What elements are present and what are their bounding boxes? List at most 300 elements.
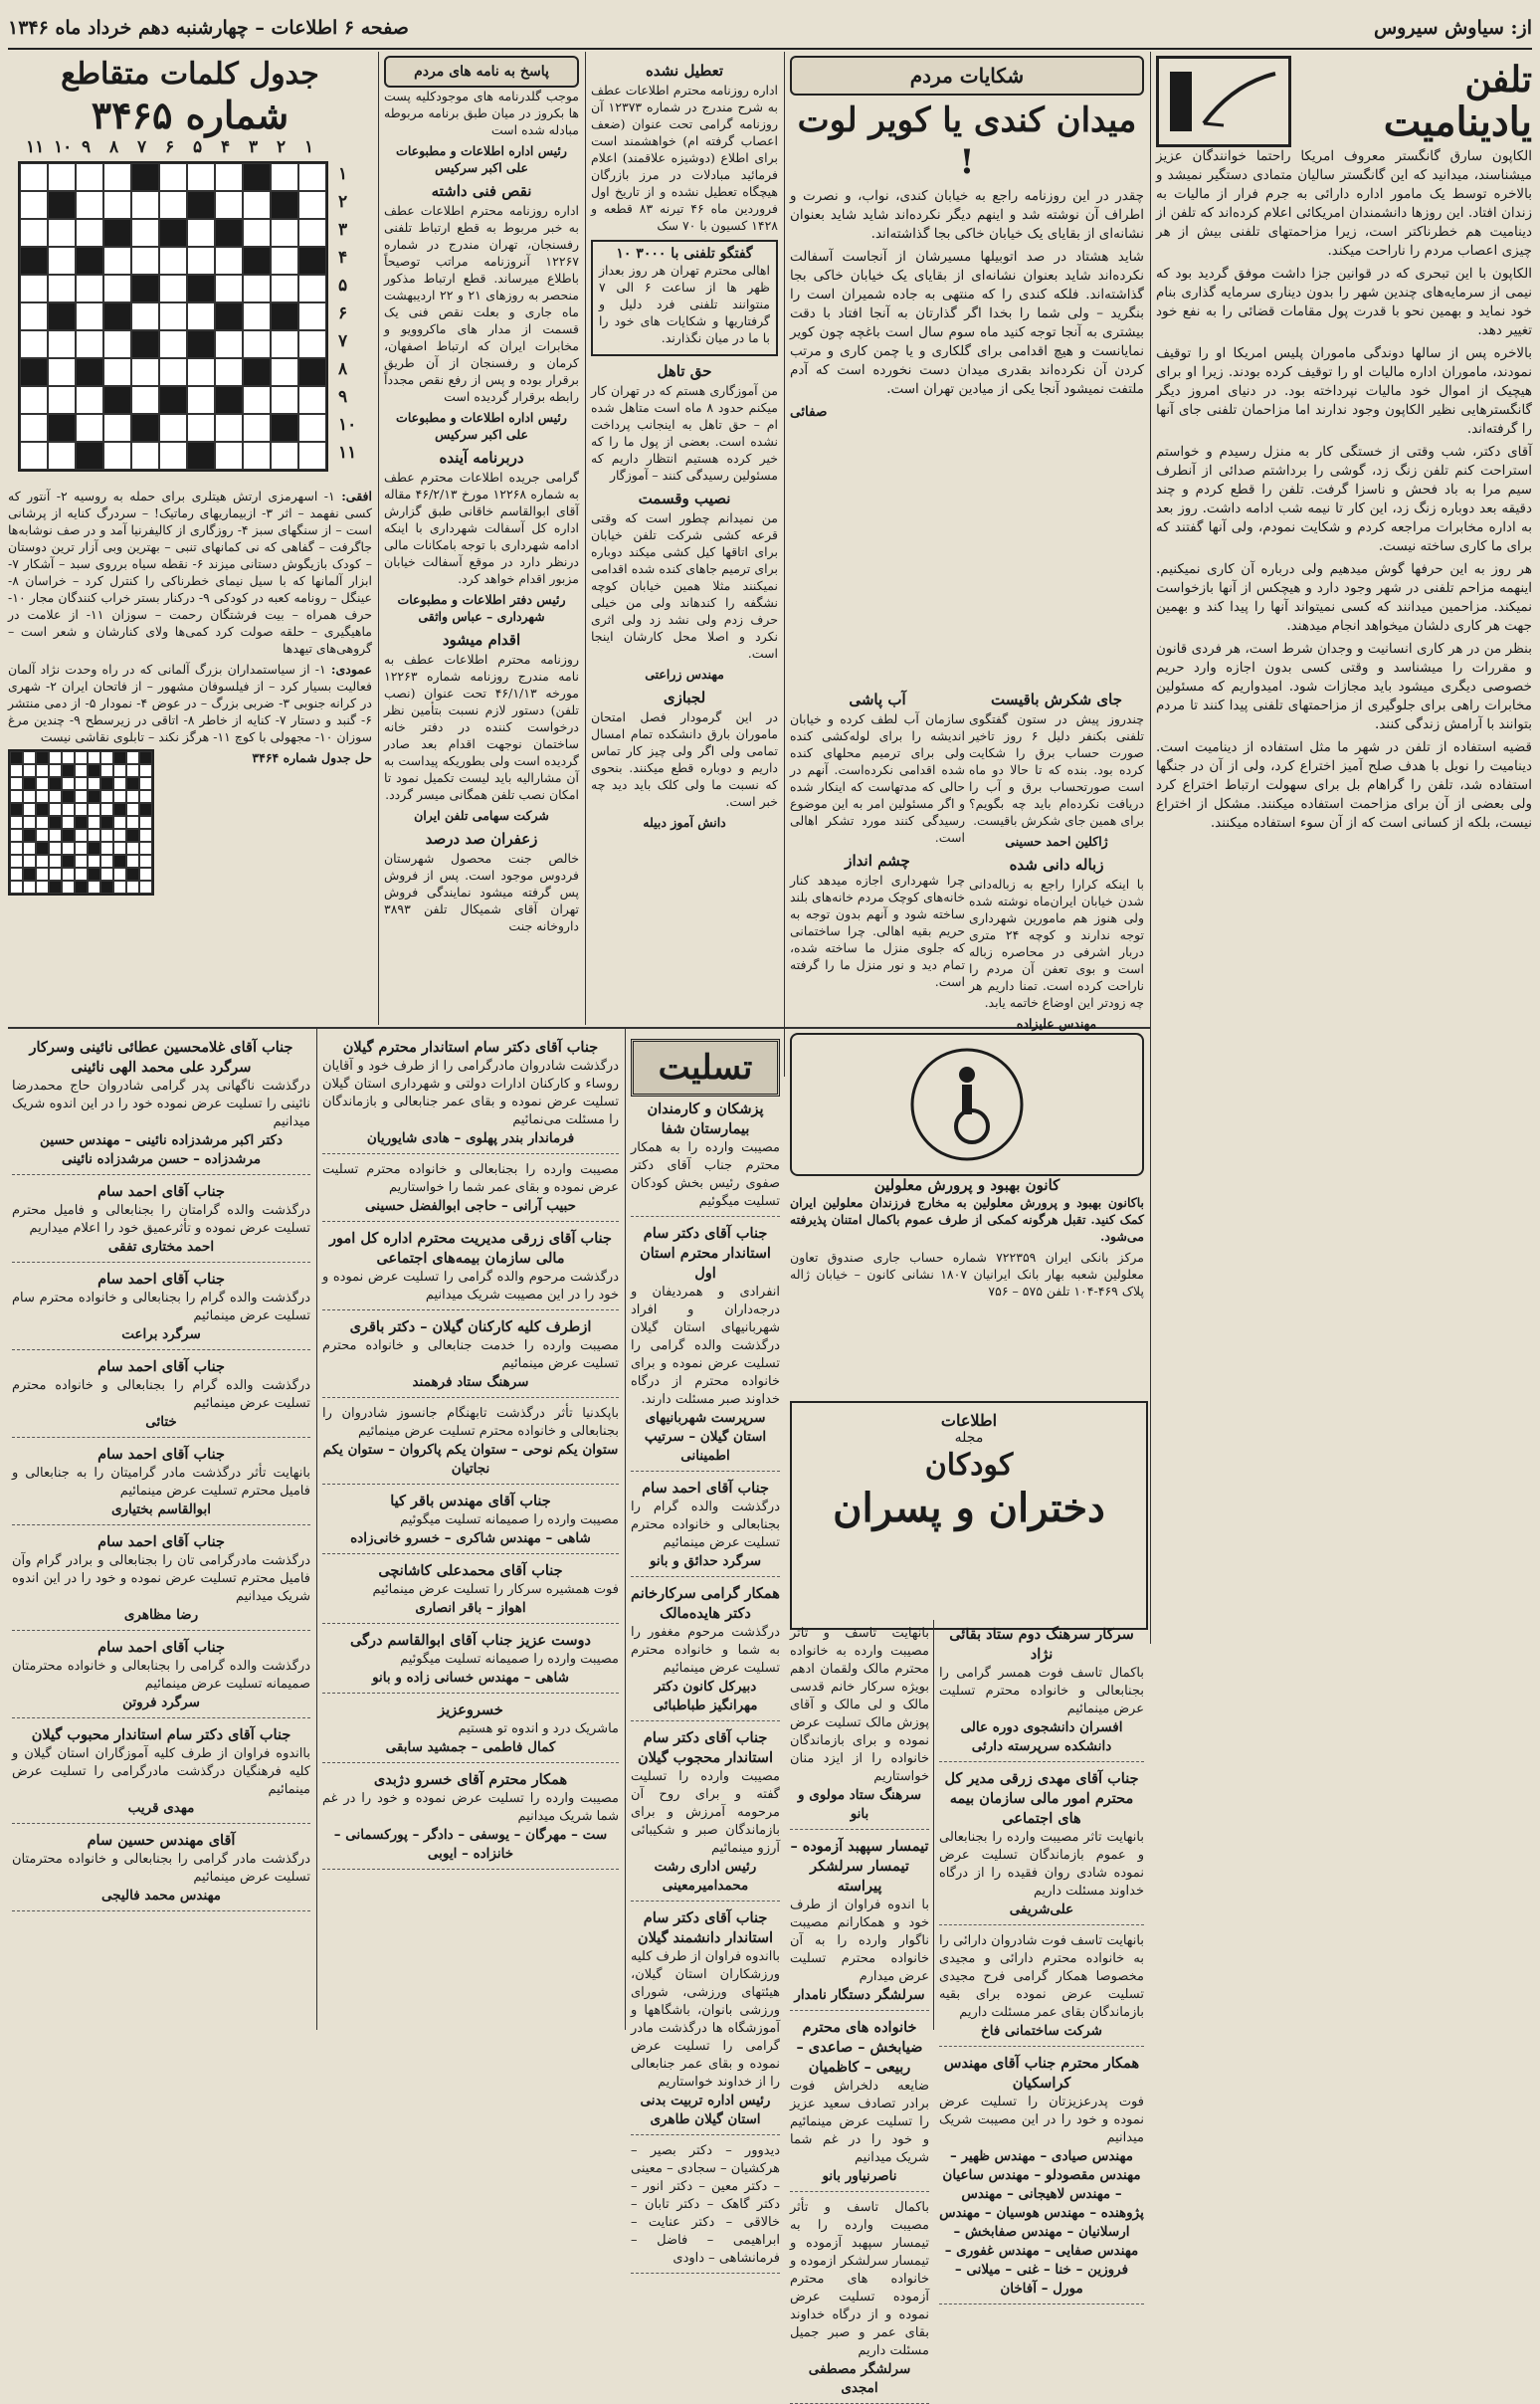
crossword-cell[interactable] — [103, 330, 131, 358]
para: اداره روزنامه محترم اطلاعات عطف به شرح مندرج در شماره ۱۲۳۷۳ آن روزنامه گرامی تحت عنوان (ضعف اعصاب گرفته ام) خواهشمند است برای اطلاع (دوشیزه علاقمند) اعلام فرمائید مبادلات در مرز بازرگان هیچگاه تعطیل نشده و از تاریخ اول فروردین ماه ۴۶ تیرنه ۸۳ قطعه و ۱۴۲۸ کسیون با ۷۰ سک — [591, 83, 779, 233]
crossword-cell[interactable] — [48, 275, 76, 302]
solution-cell — [62, 777, 75, 790]
crossword-cell[interactable] — [215, 358, 243, 386]
crossword-cell[interactable] — [159, 191, 187, 219]
crossword-black-cell — [76, 247, 103, 275]
crossword-cell[interactable] — [243, 442, 271, 470]
solution-cell — [62, 764, 75, 777]
signature: دانش آموز دبیله — [643, 815, 726, 830]
condolence-entry — [12, 1354, 310, 1438]
complaints-column — [790, 56, 1144, 683]
crossword-cell[interactable] — [20, 442, 48, 470]
condolence-text: درگذشت والده گرام را بجنابعالی و خانواده محترم سام تسلیت عرض مینمائیم — [12, 1291, 310, 1323]
condolence-text: درگذشت مادرگرامی تان را بجنابعالی و برادر گرام وآن فامیل محترم تسلیت عرض نموده و خود را در این اندوه شریک میدانیم — [12, 1553, 310, 1604]
crossword-black-cell — [131, 330, 159, 358]
eneteghad-logo — [1156, 56, 1291, 147]
solution-cell — [88, 764, 100, 777]
condolence-text: درگذشت مادر گرامی را بجنابعالی و خانواده محترمتان تسلیت عرض مینمائیم — [12, 1852, 310, 1885]
crossword-cell[interactable] — [103, 191, 131, 219]
signature: رئیس دفتر اطلاعات و مطبوعات شهرداری – عباس واثقی — [397, 592, 566, 624]
solution-cell — [49, 816, 62, 829]
signature: مهندس علیزاده — [1016, 1016, 1097, 1031]
solution-cell — [23, 829, 36, 842]
crossword-cell[interactable] — [159, 414, 187, 442]
crossword-cell[interactable] — [215, 163, 243, 191]
crossword-cell[interactable] — [298, 191, 326, 219]
signature: صفائی — [790, 404, 828, 420]
crossword-cell[interactable] — [243, 275, 271, 302]
signature: رئیس اداره اطلاعات و مطبوعات علی اکبر سرکیس — [396, 143, 567, 175]
crossword-cell[interactable] — [215, 247, 243, 275]
column-three — [591, 56, 778, 1021]
solution-cell — [113, 803, 126, 816]
condolence-signature: مهندس محمد فالیجی — [100, 1888, 222, 1903]
crossword-cell[interactable] — [271, 330, 298, 358]
solution-cell — [62, 842, 75, 855]
crossword-cell[interactable] — [159, 275, 187, 302]
condolence-recipient: جناب آقای احمد سام — [97, 1639, 225, 1656]
para: هر روز به این حرفها گوش میدهیم ولی درباره آن کاری نمیکنیم. اینهمه مزاحم تلفنی در شهر وجود دارد و هیچکس از آنها بازخواست نمیکند. مزاحمین میدانند که کسی نمیتواند آنها را پیدا کند و بهمین جهت هر کاری دلشان میخواهد انجام میدهند. — [1156, 561, 1532, 634]
para: چندروز پیش در ستون گفتگوی تلفنی بکنفر دلیل ۶ روز تاخیر صورت حساب برق را شکایت کرده بود. بنده که تا حالا دو ماه است صورتحساب برق و آب را دریافت نکرده‌ام باید چه بگویم؟ برای همین جای شکرش باقیست. — [969, 711, 1144, 828]
rehab-name: کانون بهبود و پرورش معلولین — [873, 1176, 1060, 1194]
crossword-cell[interactable] — [48, 442, 76, 470]
solution-cell — [100, 751, 113, 764]
solution-cell — [10, 764, 23, 777]
vertical-title: عمودی: — [330, 662, 372, 677]
crossword-cell[interactable] — [48, 358, 76, 386]
solution-cell — [126, 855, 139, 868]
solution-cell — [88, 790, 100, 803]
crossword-cell[interactable] — [187, 414, 215, 442]
crossword-cell[interactable] — [159, 163, 187, 191]
crossword-black-cell — [187, 191, 215, 219]
solution-cell — [23, 842, 36, 855]
magazine-line1: اطلاعات — [940, 1411, 998, 1430]
crossword-cell[interactable] — [298, 275, 326, 302]
subhead: نصیب وقسمت — [638, 490, 731, 507]
solution-cell — [49, 881, 62, 894]
condolence-text: درگذشت مرحوم والده گرامی را تسلیت عرض نموده و خود را در این مصیبت شریک میدانیم — [322, 1270, 619, 1302]
crossword-cell[interactable] — [243, 386, 271, 414]
solution-cell — [139, 868, 152, 881]
solution-cell — [113, 881, 126, 894]
condolence-signature: رضا مظاهری — [123, 1607, 199, 1623]
crossword-cell[interactable] — [20, 414, 48, 442]
crossword-cell[interactable] — [103, 163, 131, 191]
signature: رئیس اداره اطلاعات و مطبوعات علی اکبر سرکیس — [396, 410, 567, 442]
subhead: اقدام میشود — [442, 631, 521, 649]
condolence-signature: سرلشگر مصطفی امجدی — [808, 2361, 911, 2396]
subhead: نقص فنی داشته — [431, 182, 532, 200]
solution-cell — [100, 868, 113, 881]
crossword-black-cell — [243, 247, 271, 275]
condolence-entry — [322, 1035, 619, 1154]
solution-cell — [139, 790, 152, 803]
crossword-cell[interactable] — [159, 442, 187, 470]
crossword-cell[interactable] — [298, 302, 326, 330]
condolence-text: بااندوه فراوان از طرف کلیه ورزشکاران استان گیلان، هیئتهای ورزشی، شورای ورزشی بانوان، باشگاهها و آموزشگاه ها درگذشت مادر گرامی را تسلیت عرض نموده و بقای عمر جنابعالی را از خداوند خواستاریم — [631, 1949, 780, 2090]
condolence-entry — [939, 2051, 1144, 2304]
crossword-cell[interactable] — [48, 247, 76, 275]
crossword-black-cell — [298, 247, 326, 275]
condolence-text: درگذشت والده گرامی را بجنابعالی و خانواده محترمتان صمیمانه تسلیت عرض مینمائیم — [12, 1659, 310, 1692]
condolence-signature: شرکت ساختمانی فاخ — [981, 2023, 1102, 2039]
crossword-cell[interactable] — [48, 163, 76, 191]
crossword-cell[interactable] — [20, 163, 48, 191]
crossword-cell[interactable] — [215, 442, 243, 470]
solution-cell — [113, 764, 126, 777]
row-number: ۱ — [338, 164, 348, 184]
solution-cell — [10, 881, 23, 894]
crossword-cell[interactable] — [298, 330, 326, 358]
crossword-cell[interactable] — [271, 163, 298, 191]
column-number: ۱۱ — [26, 137, 45, 157]
condolence-text: درگذشت والده گرام را بجنابعالی و خانواده محترم تسلیت عرض مینمائیم — [631, 1500, 780, 1550]
para: خالص جنت محصول شهرستان فردوس موجود است. پس از فروش پس گرفته میشود نمایندگی فروش تهران آقای شمیکال تلفن ۳۸۹۳ داروخانه جنت — [384, 851, 579, 933]
crossword-number: شماره ۳۴۶۵ — [91, 93, 289, 137]
crossword-black-cell — [103, 386, 131, 414]
crossword-cell[interactable] — [298, 386, 326, 414]
newspaper-page — [8, 8, 1532, 2396]
condolence-entry — [12, 1828, 310, 1911]
crossword-black-cell — [131, 414, 159, 442]
solution-cell — [75, 816, 88, 829]
column-number: ۴ — [221, 137, 231, 157]
row-number: ۶ — [338, 303, 348, 323]
crossword-cell[interactable] — [131, 219, 159, 247]
para: گرامی جریده اطلاعات محترم عطف به شماره ۱۲۲۶۸ مورخ ۴۶/۲/۱۳ مقاله آقای ابوالقاسم خاقانی طبق گزارش اداره کل آسفالت شهرداری با اینکه ادامه شهرداری با توجه بامکانات مالی درنظر دارد در موقع آسفالت خیابان مزبور اقدام خواهد کرد. — [384, 470, 579, 586]
condolence-signature: حبیب آرانی – حاجی ابوالفضل حسینی — [365, 1198, 576, 1214]
condolence-entry — [12, 1267, 310, 1350]
condolence-signature: ناصرنیاور بانو — [822, 2168, 897, 2184]
condolence-column-5 — [939, 1622, 1144, 2297]
crossword-cell[interactable] — [271, 247, 298, 275]
solution-cell — [36, 868, 49, 881]
crossword-cell[interactable] — [159, 358, 187, 386]
crossword-cell[interactable] — [48, 386, 76, 414]
crossword-cell[interactable] — [131, 386, 159, 414]
row-number: ۲ — [338, 192, 348, 212]
crossword-cell[interactable] — [131, 191, 159, 219]
crossword-cell[interactable] — [215, 330, 243, 358]
crossword-black-cell — [187, 442, 215, 470]
condolence-recipient: آقای مهندس حسین سام — [87, 1832, 236, 1849]
crossword-black-cell — [76, 358, 103, 386]
condolence-entry — [939, 1929, 1144, 2047]
solution-cell — [100, 764, 113, 777]
condolence-recipient: ازطرف کلیه کارکنان گیلان – دکتر باقری — [349, 1318, 592, 1335]
crossword-cell[interactable] — [76, 219, 103, 247]
condolence-recipient: جناب آقای مهدی زرقی مدیر کل محترم امور مالی سازمان بیمه های اجتماعی — [944, 1770, 1139, 1827]
crossword-cell[interactable] — [76, 275, 103, 302]
crossword-cell[interactable] — [76, 414, 103, 442]
solution-cell — [23, 881, 36, 894]
solution-cell — [62, 881, 75, 894]
solution-cell — [126, 803, 139, 816]
condolence-recipient: خسروعزیز — [438, 1702, 503, 1718]
rehab-text: باکانون بهبود و پرورش معلولین به مخارج فرزندان معلولین ایران کمک کنید. تقبل هرگونه کمکی از طرف عموم باکمال امتنان پذیرفته می‌شود. — [790, 1195, 1144, 1244]
condolence-recipient: جناب آقای دکتر سام استاندار محجوب گیلان — [638, 1729, 773, 1766]
crossword-cell[interactable] — [131, 247, 159, 275]
solution-cell — [49, 868, 62, 881]
column-number: ۷ — [137, 137, 147, 157]
solution-cell — [139, 829, 152, 842]
subhead: حق تاهل — [657, 362, 712, 380]
row-number: ۱۰ — [338, 415, 357, 435]
condolence-recipient: همکار محترم جناب آقای مهندس کراسکیان — [943, 2055, 1140, 2092]
para: بالاخره پس از سالها دوندگی ماموران پلیس امریکا او را توقیف نمودند، ماموران اداره مالیات او را توقیف کرده بودند. زیرا او برای هیچیک از اموال خود مالیات نپرداخته بود. در دنیای امروز دیگر گانگسترهایی نظیر الکاپون وجود ندارند اما مزاحمان تلفنی جای آنها را گرفته‌اند. — [1156, 345, 1532, 437]
crossword-cell[interactable] — [187, 386, 215, 414]
condolence-signature: دبیرکل کانون دکتر مهرانگیز طباطبائی — [653, 1679, 758, 1713]
condolence-recipient: خانواده های محترم ضیابخش – صاعدی – ربیعی – کاظمیان — [796, 2019, 923, 2076]
condolence-signature: سرگرد براعت — [121, 1326, 201, 1342]
condolence-entry — [322, 1402, 619, 1485]
condolence-text: مصیبت وارده را خدمت جنابعالی و خانواده محترم تسلیت عرض مینمائیم — [322, 1338, 619, 1371]
condolence-entry — [12, 1635, 310, 1718]
response-banner: پاسخ به نامه های مردم — [384, 56, 579, 88]
crossword-cell[interactable] — [298, 163, 326, 191]
row-number: ۳ — [338, 220, 348, 240]
crossword-cell[interactable] — [131, 442, 159, 470]
row-number: ۸ — [338, 359, 348, 379]
condolence-entry — [790, 2015, 929, 2192]
solution-cell — [75, 803, 88, 816]
para: سازمان آب لطف کرده و خیابان اندیشه را برای لوله‌کشی کنده ولی برای ترمیم محلهای کنده شده اقدامی نکرده‌است. آنهم در حالی که مدتهاست که اینکار شده و اگر مسئولین امر به این موضوع رسیدگی کنند مورد تشکر اهالی است. — [790, 711, 965, 845]
solution-cell — [88, 829, 100, 842]
solution-cell — [100, 816, 113, 829]
condolence-signature: کمال فاطمی – جمشید سابقی — [385, 1739, 556, 1755]
condolence-text: بااندوه فراوان از طرف کلیه آموزگاران استان گیلان و کلیه فرهنگیان درگذشت مادرگرامی را تسلیت عرض مینمائیم — [12, 1746, 310, 1797]
crossword-black-cell — [48, 191, 76, 219]
condolence-recipient: جناب آقای محمدعلی کاشانچی — [378, 1562, 563, 1579]
condolence-entry — [631, 1905, 780, 2135]
condolence-text: باکمال تاسف فوت همسر گرامی را بجنابعالی و خانواده محترم تسلیت عرض مینمائیم — [939, 1666, 1144, 1716]
condolence-signature: شاهی – مهندس خسانی زاده و بانو — [372, 1670, 569, 1686]
crossword-cell[interactable] — [76, 302, 103, 330]
complaints-lower-right — [969, 685, 1144, 1031]
condolence-signature: رئیس اداری رشت محمدامیرمعینی — [654, 1859, 757, 1894]
condolence-recipient: جناب آقای دکتر سام استاندار محترم استان اول — [640, 1225, 771, 1282]
para: چقدر در این روزنامه راجع به خیابان کندی، نواب، و نصرت و اطراف آن نوشته شد و اینهم دیگر نکرده‌اند شاید شاید بعنوان نشانه‌ای از بقایای یک خیابان خاکی بجا گذاشته‌اند. — [790, 188, 1144, 242]
crossword-black-cell — [187, 275, 215, 302]
condolence-signature: شاهی – مهندس شاکری – خسرو خانی‌زاده — [350, 1530, 591, 1546]
condolence-entry — [631, 1097, 780, 1217]
column-number: ۵ — [193, 137, 203, 157]
crossword-black-cell — [271, 302, 298, 330]
crossword-cell[interactable] — [48, 219, 76, 247]
subhead: آب پاشی — [849, 691, 906, 708]
condolence-text: درگذشت ناگهانی پدر گرامی شادروان حاج محمدرضا نائینی را تسلیت عرض نموده خود را در این اندوه شریک میدانیم — [12, 1079, 310, 1129]
crossword-black-cell — [20, 247, 48, 275]
crossword-cell[interactable] — [103, 442, 131, 470]
crossword-black-cell — [20, 358, 48, 386]
solution-cell — [10, 816, 23, 829]
crossword-cell[interactable] — [271, 442, 298, 470]
solution-cell — [36, 803, 49, 816]
condolence-text: باکمال تاسف و تأثر مصیبت وارده را به تیمسار سپهبد آزموده و تیمسار سرلشکر ازموده و خانواده های محترم آزموده تسلیت عرض نموده و از درگاه خداوند بقای عمر و صبر جمیل مسئلت داریم — [790, 2200, 929, 2358]
crossword-cell[interactable] — [298, 414, 326, 442]
solution-cell — [126, 751, 139, 764]
crossword-cell[interactable] — [20, 219, 48, 247]
crossword-cell[interactable] — [76, 163, 103, 191]
solution-cell — [36, 842, 49, 855]
crossword-cell[interactable] — [215, 275, 243, 302]
crossword-cell[interactable] — [187, 163, 215, 191]
condolence-recipient: سرکار سرهنگ دوم ستاد بقائی نژاد — [949, 1626, 1134, 1663]
crossword-cell[interactable] — [243, 330, 271, 358]
crossword-cell[interactable] — [271, 358, 298, 386]
condolence-entry — [790, 1834, 929, 2011]
crossword-cell[interactable] — [20, 386, 48, 414]
crossword-cell[interactable] — [271, 219, 298, 247]
para: من آموزگاری هستم که در تهران کار میکنم حدود ۸ ماه است متاهل شده ام – حق تاهل به اینجانب پرداخت نشده است. بعضی از پول ما را که خیر کرده هستیم انتظار داریم که مسئولین رسیدگی کنند – آموزگار — [591, 383, 778, 483]
crossword-cell[interactable] — [103, 414, 131, 442]
crossword-cell[interactable] — [271, 275, 298, 302]
solution-cell — [10, 777, 23, 790]
condolence-signature: مهدی قریب — [127, 1800, 195, 1816]
author-line: از: سیاوش سیروس — [1373, 17, 1532, 39]
crossword-cell[interactable] — [20, 275, 48, 302]
solution-cell — [75, 764, 88, 777]
solution-cell — [126, 816, 139, 829]
solution-cell — [100, 829, 113, 842]
solution-cell — [88, 803, 100, 816]
signature: ژاکلین احمد حسینی — [1005, 834, 1108, 849]
condolence-text: انفرادی و همردیفان و درجه‌داران و افراد شهربانیهای استان گیلان درگذشت والده گرامی را تسلیت عرض نموده و برای خانواده محترم از درگاه خداوند صبر مسئلت دارند. — [631, 1285, 780, 1407]
condolence-text: درگذشت مرحوم مغفور را به شما و خانواده محترم تسلیت عرض مینمائیم — [631, 1625, 780, 1676]
solution-cell — [139, 803, 152, 816]
solution-cell — [113, 842, 126, 855]
crossword-black-cell — [243, 163, 271, 191]
condolence-signature: افسران دانشجوی دوره عالی دانشکده سرپرسته دارئی — [960, 1719, 1123, 1754]
crossword-cell[interactable] — [243, 219, 271, 247]
crossword-black-cell — [159, 386, 187, 414]
crossword-cell[interactable] — [243, 414, 271, 442]
condolence-text: مصیبت وارده را تسلیت گفته و برای روح آن مرحومه آمرزش و برای بازماندگان صبر و شکیبائی آرزو مینمائیم — [631, 1769, 780, 1856]
crossword-cell[interactable] — [243, 302, 271, 330]
crossword-cell[interactable] — [131, 358, 159, 386]
crossword-cell[interactable] — [48, 330, 76, 358]
crossword-black-cell — [271, 191, 298, 219]
condolence-entry — [12, 1442, 310, 1525]
para: الکاپون با این تبحری که در قوانین جزا داشت موفق گردید بود که نیمی از سرمایه‌های چندین شهر را بدون دیناری سرمایه گذاری بنام خود نماید و بهمین نحو با قدرت پول مقامات قضائی را به نفع خود تغییر دهد. — [1156, 266, 1532, 338]
crossword-cell[interactable] — [187, 358, 215, 386]
column-number: ۱ — [304, 137, 314, 157]
crossword-cell[interactable] — [271, 386, 298, 414]
solution-cell — [23, 868, 36, 881]
solution-cell — [100, 855, 113, 868]
solution-cell — [62, 751, 75, 764]
crossword-cell[interactable] — [76, 330, 103, 358]
solution-cell — [10, 868, 23, 881]
telephone-article — [1156, 56, 1532, 2030]
condolence-signature: علی‌شریفی — [1009, 1902, 1074, 1917]
crossword-grid[interactable] — [18, 161, 328, 472]
column-number: ۱۰ — [54, 137, 73, 157]
crossword-black-cell — [215, 386, 243, 414]
condolence-text: درگذشت والده گرامتان را بجنابعالی و فامیل محترم تسلیت عرض نموده و تأثرعمیق خود را اعلام میداریم — [12, 1203, 310, 1236]
condolence-recipient: جناب آقای دکتر سام استاندار دانشمند گیلان — [637, 1909, 774, 1946]
solution-cell — [126, 868, 139, 881]
crossword-cell[interactable] — [298, 219, 326, 247]
condolence-signature: رئیس اداره تربیت بدنی استان گیلان طاهری — [640, 2093, 771, 2127]
solution-cell — [126, 829, 139, 842]
crossword-cell[interactable] — [215, 191, 243, 219]
crossword-section — [8, 56, 372, 1021]
headline: میدان کندی یا کویر لوت ! — [797, 100, 1137, 182]
solution-cell — [62, 868, 75, 881]
crossword-cell[interactable] — [103, 275, 131, 302]
para: در این گرمودار فصل امتحان ماموران بارق دانشکده تمام امسال تمامی ولی اگر ولی چیز کار تماس داریم و دوباره قطع میکنند. بنحوی که نسبت ما ولی کلک باید دید چه خبر است. — [591, 709, 778, 809]
condolence-entry — [322, 1698, 619, 1763]
crossword-cell[interactable] — [159, 247, 187, 275]
solution-cell — [36, 751, 49, 764]
crossword-cell[interactable] — [20, 330, 48, 358]
condolence-entry — [790, 2196, 929, 2404]
crossword-cell[interactable] — [20, 302, 48, 330]
condolence-entry — [12, 1179, 310, 1263]
signature: شرکت سهامی تلفن ایران — [414, 808, 549, 823]
column-number: ۲ — [277, 137, 287, 157]
condolence-signature: دکتر اکبر مرشدزاده نائینی – مهندس حسین مرشدزاده – حسن مرشدزاده نائینی — [40, 1132, 283, 1167]
crossword-cell[interactable] — [76, 386, 103, 414]
condolence-entry — [12, 1529, 310, 1631]
crossword-black-cell — [187, 330, 215, 358]
solution-cell — [10, 790, 23, 803]
crossword-cell[interactable] — [187, 219, 215, 247]
solution-cell — [113, 829, 126, 842]
crossword-cell[interactable] — [243, 191, 271, 219]
crossword-cell[interactable] — [159, 302, 187, 330]
page-info: صفحه ۶ اطلاعات – چهارشنبه دهم خرداد ماه ۱۳۴۶ — [8, 17, 409, 39]
solution-cell — [139, 816, 152, 829]
condolence-text: درگذشت والده گرام را بجنابعالی و خانواده محترم تسلیت عرض مینمائیم — [12, 1378, 310, 1411]
crossword-cell[interactable] — [103, 247, 131, 275]
condolence-recipient: دوست عزیز جناب آقای ابوالقاسم درگی — [350, 1632, 591, 1649]
solution-cell — [23, 751, 36, 764]
solution-cell — [62, 816, 75, 829]
condolence-text: ضایعه دلخراش فوت برادر تصادف سعید عزیز را تسلیت عرض مینمائیم و خود را در غم شما شریک میدانیم — [790, 2079, 929, 2165]
crossword-cell[interactable] — [187, 302, 215, 330]
condolence-recipient: جناب آقای احمد سام — [97, 1183, 225, 1200]
crossword-black-cell — [215, 302, 243, 330]
crossword-cell[interactable] — [131, 302, 159, 330]
solution-cell — [88, 777, 100, 790]
crossword-cell[interactable] — [187, 247, 215, 275]
crossword-cell[interactable] — [20, 191, 48, 219]
crossword-cell[interactable] — [298, 442, 326, 470]
solution-cell — [49, 777, 62, 790]
tasliat-banner: تسلیت — [631, 1039, 780, 1097]
crossword-cell[interactable] — [76, 191, 103, 219]
condolence-entry — [631, 1725, 780, 1902]
column-number: ۶ — [165, 137, 175, 157]
solution-cell — [49, 751, 62, 764]
condolence-text: مصیبت وارده را صمیمانه تسلیت میگوئیم — [400, 1512, 619, 1527]
magazine-ad — [790, 1401, 1148, 1630]
crossword-cell[interactable] — [159, 330, 187, 358]
crossword-cell[interactable] — [103, 358, 131, 386]
crossword-cell[interactable] — [215, 414, 243, 442]
condolence-entry — [322, 1489, 619, 1554]
solution-cell — [88, 816, 100, 829]
condolence-entry — [322, 1158, 619, 1222]
condolence-recipient: جناب آقای دکتر سام استاندار محترم گیلان — [342, 1039, 599, 1056]
solution-cell — [100, 790, 113, 803]
para: اداره روزنامه محترم اطلاعات عطف به خبر مربوط به قطع ارتباط تلفنی رفسنجان، تهران مندرج در شماره ۱۲۲۶۷ آنروزنامه مراتب توصیحاً باطلاع میرساند. قطع ارتباط مذکور منحصر به روزهای ۲۱ و ۲۲ اردیبهشت ماه جاری و بعلت نقص فنی یک قسمت از مدار های ماکروویو و مخابرات ایران که ارتباط اصفهان، کرمان و رفسنجان از آن طریق برقرار بوده و پس از رفع نقص مجدداً رابطه برقرار گردیده است — [384, 203, 579, 404]
condolence-signature: ابوالقاسم بختیاری — [110, 1502, 212, 1517]
crossword-black-cell — [131, 275, 159, 302]
